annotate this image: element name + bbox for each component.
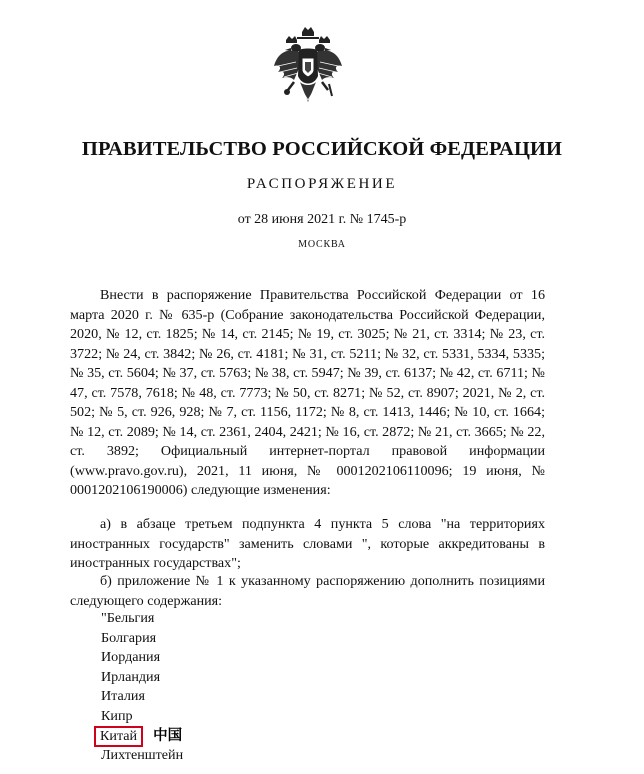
highlight-box: Китай — [94, 726, 143, 747]
chinese-label: 中国 — [153, 728, 183, 744]
list-item: "Бельгия — [101, 610, 155, 626]
government-title: ПРАВИТЕЛЬСТВО РОССИЙСКОЙ ФЕДЕРАЦИИ — [81, 138, 563, 160]
list-item-highlighted — [101, 726, 183, 746]
list-item: Лихтенштейн — [101, 746, 184, 763]
document-date-number: от 28 июня 2021 г. № 1745-р — [237, 212, 407, 227]
item-a-paragraph: а) в абзаце третьем подпункта 4 пункта 5 слова "на территориях иностранных государств" заменить словами ", которые аккредитованы в иностранных государствах"; — [70, 516, 545, 571]
list-item: Иордания — [101, 649, 161, 665]
document-type: РАСПОРЯЖЕНИЕ — [246, 176, 398, 192]
city: МОСКВА — [298, 239, 346, 250]
list-item: Италия — [101, 688, 145, 704]
list-item: Ирландия — [101, 668, 161, 685]
main-paragraph: Внести в распоряжение Правительства Российской Федерации от 16 марта 2020 г. № 635-р (Собрание законодательства Российской Федерации, 2020, № 12, ст. 1825; № 14, ст. 2145; № 19, ст. 3025; № 21, ст. 3314; № 23, ст. 3722; № 24, ст. 3842; № 26, ст. 4181; № 31, ст. 5211; № 32, ст. 5331, 5334, 5335; № 35, ст. 5604; № 37, ст. 5763; № 38, ст. 5947; № 39, ст. 6137; № 42, ст. 6711; № 47, ст. 7578, 7618; № 48, ст. 7773; № 50, ст. 8271; № 52, ст. 8907; 2021, № 2, ст. 502; № 5, ст. 926, 928; № 7, ст. 1156, 1172; № 8, ст. 1413, 1446; № 10, ст. 1664; № 12, ст. 2089; № 14, ст. 2361, 2404, 2421; № 16, ст. 2872; № 21, ст. 3665; № 22, ст. 3892; Официальный интернет-портал правовой информации (www.pravo.gov.ru), 2021, 11 июня, № 0001202106110096; 19 июня, № 0001202106190006) следующие изменения: — [70, 287, 545, 498]
list-item: Болгария — [101, 629, 157, 646]
russian-coat-of-arms-icon — [272, 26, 344, 106]
list-item: Кипр — [101, 707, 133, 724]
country-list — [101, 609, 183, 765]
item-b-paragraph: б) приложение № 1 к указанному распоряжению дополнить позициями следующего содержания: — [70, 573, 545, 609]
